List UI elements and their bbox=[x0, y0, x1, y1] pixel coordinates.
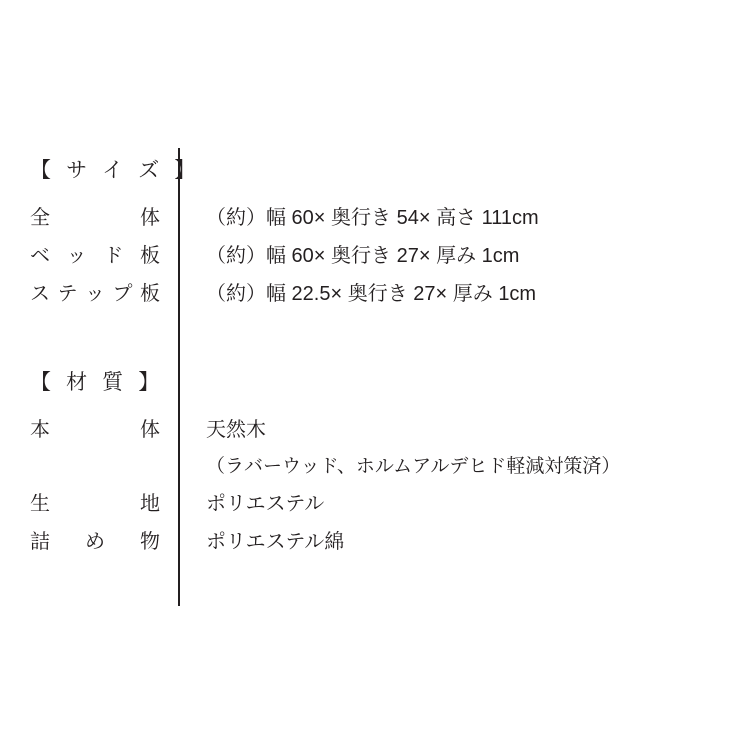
size-row-value-stepboard: （約）幅 22.5× 奥行き 27× 厚み 1cm bbox=[206, 283, 537, 306]
material-body-line1: 天然木 bbox=[206, 419, 266, 442]
spec-row bbox=[0, 237, 750, 275]
label-char: ス bbox=[30, 283, 50, 306]
label-char: 物 bbox=[140, 531, 160, 554]
material-row-value-fabric: ポリエステル bbox=[206, 493, 325, 516]
label-char: 体 bbox=[140, 207, 160, 230]
label-char: 体 bbox=[140, 419, 160, 442]
spec-row bbox=[0, 275, 750, 313]
size-rows bbox=[0, 199, 750, 313]
material-rows bbox=[0, 411, 750, 561]
spec-row bbox=[0, 523, 750, 561]
label-char: テ bbox=[57, 283, 78, 306]
material-row-label-fabric bbox=[30, 485, 160, 523]
size-row-label-bedboard bbox=[30, 237, 160, 275]
label-char: 全 bbox=[30, 207, 50, 230]
label-char: 板 bbox=[139, 245, 160, 268]
size-section bbox=[0, 158, 750, 313]
size-row-value-overall: （約）幅 60× 奥行き 54× 高さ 111cm bbox=[206, 207, 539, 230]
material-row-label-body bbox=[30, 411, 160, 449]
material-row-label-filling bbox=[30, 523, 160, 561]
label-char: ベ bbox=[30, 245, 50, 268]
size-row-value-bedboard: （約）幅 60× 奥行き 27× 厚み 1cm bbox=[206, 245, 520, 268]
label-char: ド bbox=[103, 245, 124, 268]
material-row-value-body bbox=[206, 411, 620, 485]
size-row-label-stepboard bbox=[30, 275, 160, 313]
material-row-value-filling: ポリエステル綿 bbox=[206, 531, 345, 554]
label-char: 本 bbox=[30, 419, 50, 442]
material-section-title: 【 材 質 】 bbox=[30, 371, 164, 394]
label-char: 板 bbox=[140, 283, 160, 306]
spec-row bbox=[0, 411, 750, 478]
label-char: め bbox=[85, 531, 105, 554]
spec-row bbox=[0, 199, 750, 237]
label-char: ッ bbox=[85, 283, 105, 306]
size-row-label-overall bbox=[30, 199, 160, 237]
label-char: 詰 bbox=[30, 531, 50, 554]
spec-row bbox=[0, 485, 750, 523]
label-char: ッ bbox=[66, 245, 87, 268]
label-char: 生 bbox=[30, 493, 50, 516]
size-section-title: 【 サ イ ズ 】 bbox=[30, 159, 200, 182]
material-section bbox=[0, 370, 750, 561]
material-body-line2: （ラバーウッド、ホルムアルデヒド軽減対策済） bbox=[206, 456, 621, 478]
label-char: 地 bbox=[140, 493, 160, 516]
label-char: プ bbox=[112, 283, 133, 306]
